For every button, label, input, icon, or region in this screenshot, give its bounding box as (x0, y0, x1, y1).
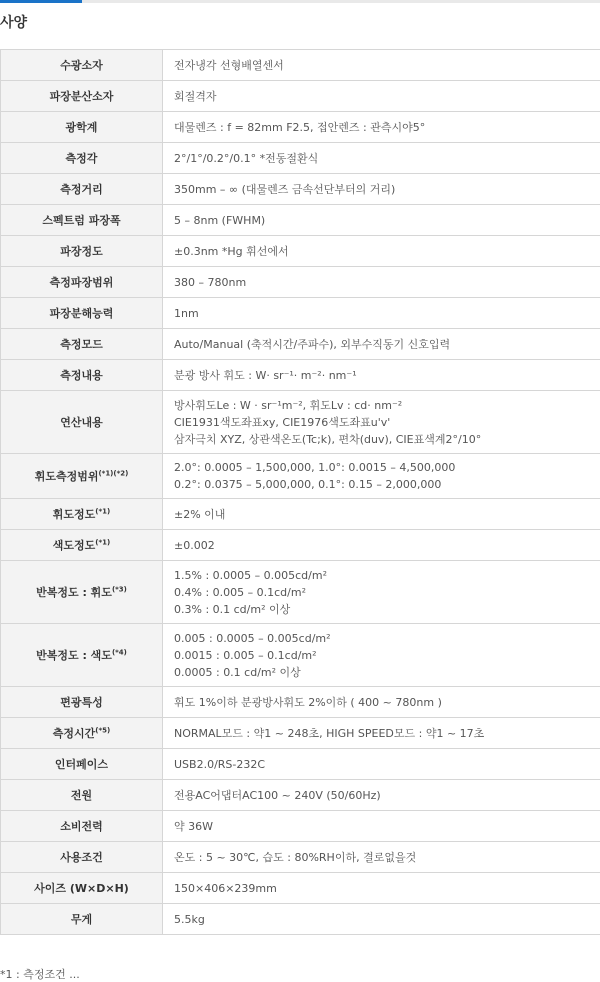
spec-label-text: 반복정도 : 휘도 (36, 586, 112, 599)
spec-label-text: 반복정도 : 색도 (36, 649, 112, 662)
footer-note: *1 : 측정조건 ... (0, 966, 80, 982)
spec-row (1, 50, 600, 81)
spec-row (1, 81, 600, 112)
spec-label-text: 수광소자 (60, 59, 103, 72)
spec-label (1, 360, 163, 391)
spec-footnote-ref: (*5) (95, 726, 110, 734)
spec-row (1, 174, 600, 205)
spec-value (163, 499, 600, 530)
spec-value (163, 205, 600, 236)
spec-row (1, 780, 600, 811)
spec-label-text: 휘도정도 (53, 508, 96, 521)
spec-label (1, 561, 163, 624)
spec-row (1, 329, 600, 360)
spec-row (1, 391, 600, 454)
spec-label (1, 749, 163, 780)
spec-footnote-ref: (*1) (95, 538, 110, 546)
spec-value (163, 749, 600, 780)
spec-value (163, 780, 600, 811)
spec-row (1, 298, 600, 329)
spec-value (163, 530, 600, 561)
spec-label (1, 687, 163, 718)
spec-value (163, 391, 600, 454)
spec-value-line: 2°/1°/0.2°/0.1° *전동절환식 (174, 150, 594, 167)
spec-value (163, 267, 600, 298)
spec-row (1, 811, 600, 842)
spec-value (163, 561, 600, 624)
spec-label (1, 267, 163, 298)
spec-value (163, 718, 600, 749)
spec-value-line: 350mm – ∞ (대물렌즈 금속선단부터의 거리) (174, 181, 594, 198)
spec-table (0, 49, 600, 935)
spec-label-text: 사용조건 (60, 851, 103, 864)
spec-label (1, 811, 163, 842)
spec-value-line: 회절격자 (174, 88, 594, 105)
spec-label (1, 81, 163, 112)
spec-label-text: 휘도측정범위 (35, 470, 99, 483)
spec-label (1, 780, 163, 811)
section-title: 사양 (0, 12, 27, 32)
spec-label-text: 측정모드 (60, 338, 103, 351)
spec-row (1, 112, 600, 143)
spec-value (163, 112, 600, 143)
spec-label (1, 454, 163, 499)
spec-label-text: 파장정도 (60, 245, 103, 258)
spec-row (1, 205, 600, 236)
spec-row (1, 236, 600, 267)
spec-value (163, 236, 600, 267)
spec-value (163, 329, 600, 360)
spec-value-line: 0.3% : 0.1 cd/m² 이상 (174, 601, 594, 618)
spec-value (163, 174, 600, 205)
spec-value-line: 150×406×239mm (174, 880, 594, 897)
spec-row (1, 904, 600, 935)
spec-footnote-ref: (*4) (112, 648, 127, 656)
spec-value-line: 약 36W (174, 818, 594, 835)
spec-value-line: USB2.0/RS-232C (174, 756, 594, 773)
spec-label (1, 624, 163, 687)
spec-label-text: 연산내용 (60, 416, 103, 429)
spec-row (1, 454, 600, 499)
spec-value-line: 방사휘도Le : W · sr⁻¹m⁻², 휘도Lv : cd· nm⁻² (174, 397, 594, 414)
spec-value-line: 380 – 780nm (174, 274, 594, 291)
spec-footnote-ref: (*1) (95, 507, 110, 515)
spec-label (1, 236, 163, 267)
spec-value-line: 대물렌즈 : f = 82mm F2.5, 접안렌즈 : 관측시야5° (174, 119, 594, 136)
spec-value-line: 0.4% : 0.005 – 0.1cd/m² (174, 584, 594, 601)
spec-label (1, 842, 163, 873)
spec-value-line: 1.5% : 0.0005 – 0.005cd/m² (174, 567, 594, 584)
spec-label-text: 광학계 (66, 121, 98, 134)
top-divider-accent (0, 0, 82, 3)
spec-label-text: 측정각 (66, 152, 98, 165)
spec-label-text: 사이즈 (W×D×H) (34, 882, 129, 895)
spec-value (163, 298, 600, 329)
spec-label-text: 측정파장범위 (50, 276, 114, 289)
spec-value-line: 0.005 : 0.0005 – 0.005cd/m² (174, 630, 594, 647)
spec-value-line: 2.0°: 0.0005 – 1,500,000, 1.0°: 0.0015 – 4,500,000 (174, 459, 594, 476)
spec-value-line: 삼자극치 XYZ, 상관색온도(Tc;k), 편차(duv), CIE표색계2°/10° (174, 431, 594, 448)
spec-value-line: 온도 : 5 ~ 30℃, 습도 : 80%RH이하, 결로없을것 (174, 849, 594, 866)
spec-value-line: 전자냉각 선형배열센서 (174, 57, 594, 74)
spec-value (163, 143, 600, 174)
spec-label (1, 298, 163, 329)
spec-label-text: 인터페이스 (55, 758, 108, 771)
spec-label-text: 스펙트럼 파장폭 (42, 214, 120, 227)
spec-row (1, 624, 600, 687)
spec-value-line: 1nm (174, 305, 594, 322)
spec-value-line: Auto/Manual (축적시간/주파수), 외부수직동기 신호입력 (174, 336, 594, 353)
spec-label-text: 측정내용 (60, 369, 103, 382)
spec-label (1, 718, 163, 749)
spec-value (163, 904, 600, 935)
spec-row (1, 561, 600, 624)
spec-row (1, 360, 600, 391)
spec-table-body (1, 50, 600, 935)
spec-label-text: 파장분산소자 (50, 90, 114, 103)
spec-row (1, 718, 600, 749)
spec-row (1, 842, 600, 873)
spec-value-line: ±0.002 (174, 537, 594, 554)
spec-label (1, 143, 163, 174)
spec-label (1, 329, 163, 360)
spec-label-text: 소비전력 (60, 820, 103, 833)
spec-row (1, 267, 600, 298)
spec-value-line: 분광 방사 휘도 : W· sr⁻¹· m⁻²· nm⁻¹ (174, 367, 594, 384)
spec-label-text: 무게 (71, 913, 92, 926)
spec-row (1, 143, 600, 174)
spec-label (1, 391, 163, 454)
spec-label (1, 873, 163, 904)
spec-value-line: 전용AC어댑터AC100 ~ 240V (50/60Hz) (174, 787, 594, 804)
spec-value (163, 50, 600, 81)
spec-value-line: 0.0005 : 0.1 cd/m² 이상 (174, 664, 594, 681)
spec-value (163, 842, 600, 873)
spec-row (1, 687, 600, 718)
spec-value (163, 360, 600, 391)
spec-row (1, 530, 600, 561)
top-divider (0, 0, 600, 3)
spec-label (1, 112, 163, 143)
spec-value-line: ±2% 이내 (174, 506, 594, 523)
spec-label (1, 205, 163, 236)
spec-label (1, 530, 163, 561)
spec-value-line: 5 – 8nm (FWHM) (174, 212, 594, 229)
spec-footnote-ref: (*1)(*2) (98, 469, 128, 477)
spec-value-line: NORMAL모드 : 약1 ~ 248초, HIGH SPEED모드 : 약1 ~ 17초 (174, 725, 594, 742)
spec-value-line: 0.0015 : 0.005 – 0.1cd/m² (174, 647, 594, 664)
spec-label (1, 174, 163, 205)
spec-value (163, 81, 600, 112)
spec-label-text: 파장분해능력 (50, 307, 114, 320)
spec-value-line: 5.5kg (174, 911, 594, 928)
spec-row (1, 499, 600, 530)
spec-value-line: ±0.3nm *Hg 휘선에서 (174, 243, 594, 260)
spec-label-text: 측정거리 (60, 183, 103, 196)
spec-value (163, 624, 600, 687)
spec-value (163, 454, 600, 499)
spec-label (1, 50, 163, 81)
spec-value (163, 687, 600, 718)
spec-value-line: CIE1931색도좌표xy, CIE1976색도좌표u'v' (174, 414, 594, 431)
spec-row (1, 873, 600, 904)
spec-label (1, 904, 163, 935)
spec-value (163, 873, 600, 904)
spec-label (1, 499, 163, 530)
spec-value (163, 811, 600, 842)
spec-value-line: 휘도 1%이하 분광방사휘도 2%이하 ( 400 ~ 780nm ) (174, 694, 594, 711)
spec-row (1, 749, 600, 780)
spec-footnote-ref: (*3) (112, 585, 127, 593)
spec-label-text: 측정시간 (53, 727, 96, 740)
spec-label-text: 전원 (71, 789, 92, 802)
spec-label-text: 색도정도 (53, 539, 96, 552)
spec-value-line: 0.2°: 0.0375 – 5,000,000, 0.1°: 0.15 – 2,000,000 (174, 476, 594, 493)
spec-label-text: 편광특성 (60, 696, 103, 709)
